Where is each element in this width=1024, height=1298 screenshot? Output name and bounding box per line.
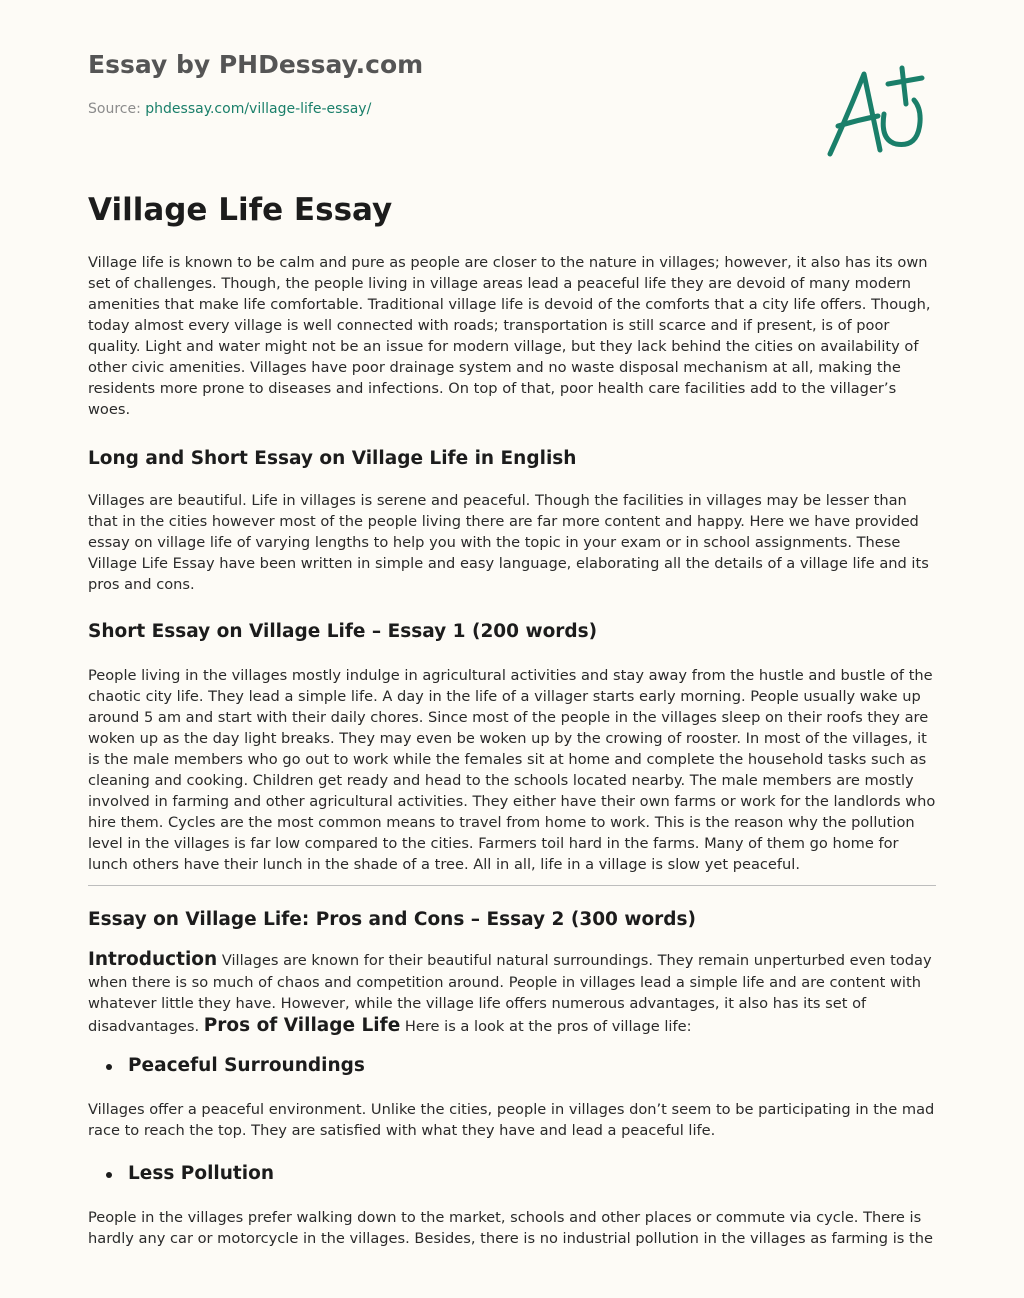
section-paragraph-essay-1: People living in the villages mostly indulge in agricultural activities and stay away from the hustle and bustle of the chaotic city life. They lead a simple life. A day in the life of a villager starts early morning. People usually wake up around 5 am and start with their daily chores. Since most of the people in the villages sleep on their roofs they are woken up as the day light breaks. They may even be woken up by the crowing of rooster. In most of the villages, it is the male members who go out to work while the females sit at home and complete the household tasks such as cleaning and cooking. Children get ready and head to the schools located nearby. The male members are mostly involved in farming and other agricultural activities. They either have their own farms or work for the landlords who hire them. Cycles are the most common means to travel from home to work. This is the reason why the pollution level in the villages is far low compared to the cities. Farmers toil hard in the farms. Many of them go home for lunch others have their lunch in the shade of a tree. All in all, life in a village is slow yet peaceful. [88,667,936,873]
source-line [88,101,371,117]
bullet-icon [106,1172,112,1178]
intro-label: Introduction [88,949,218,970]
intro-paragraph: Village life is known to be calm and pure as people are closer to the nature in villages; however, it also has its own set of challenges. Though, the people living in village areas lead a peaceful life they are devoid of many modern amenities that make life comfortable. Traditional village life is devoid of the comforts that a city life offers. Though, today almost every village is well connected with roads; transportation is still scarce and if present, is of poor quality. Light and water might not be an issue for modern village, but they lack behind the cities on availability of other civic amenities. Villages have poor drainage system and no waste disposal mechanism at all, making the residents more prone to diseases and infections. On top of that, poor health care facilities add to the villager’s woes. [88,254,931,418]
section-heading-long-short: Long and Short Essay on Village Life in English [88,448,577,469]
pros-list [88,1053,936,1079]
bullet-heading-pollution: Less Pollution [128,1163,274,1184]
article [88,190,936,1249]
list-item [88,1053,936,1079]
bullet-paragraph-peaceful: Villages offer a peaceful environment. Unlike the cities, people in villages don’t seem to be participating in the mad race to reach the top. They are satisfied with what they have and lead a peaceful life. [88,1101,935,1139]
essay-2-intro-paragraph [88,949,936,1037]
list-item [88,1161,936,1187]
bullet-heading-peaceful: Peaceful Surroundings [128,1055,365,1076]
pros-label: Pros of Village Life [203,1014,401,1036]
a-plus-logo-icon [826,64,926,160]
essay-2-intro [88,949,936,1037]
source-link[interactable]: phdessay.com/village-life-essay/ [145,101,372,117]
bullet-icon [106,1064,112,1070]
pros-list [88,1161,936,1187]
section-divider [88,885,936,886]
section-heading-essay-1: Short Essay on Village Life – Essay 1 (200 words) [88,621,598,642]
intro-text: Villages are known for their beautiful natural surroundings. They remain unperturbed even today when there is so much of chaos and competition around. People in villages lead a simple life and are content with whatever little they have. However, while the village life offers numerous advantages, it also has its set of disadvantages. [88,952,932,1035]
pros-text: Here is a look at the pros of village life: [400,1017,692,1035]
bullet-paragraph-pollution: People in the villages prefer walking down to the market, schools and other places or commute via cycle. There is hardly any car or motorcycle in the villages. Besides, there is no industrial pollution in the villages as farming is the [88,1209,933,1247]
source-label: Source: [88,101,146,117]
section-heading-essay-2: Essay on Village Life: Pros and Cons – Essay 2 (300 words) [88,909,697,930]
page-title: Village Life Essay [88,192,393,228]
site-brand: Essay by PHDessay.com [88,50,424,79]
section-paragraph-long-short: Villages are beautiful. Life in villages is serene and peaceful. Though the facilities in villages may be lesser than that in the cities however most of the people living there are far more content and happy. Here we have provided essay on village life of varying lengths to help you with the topic in your exam or in school assignments. These Village Life Essay have been written in simple and easy language, elaborating all the details of a village life and its pros and cons. [88,492,929,593]
